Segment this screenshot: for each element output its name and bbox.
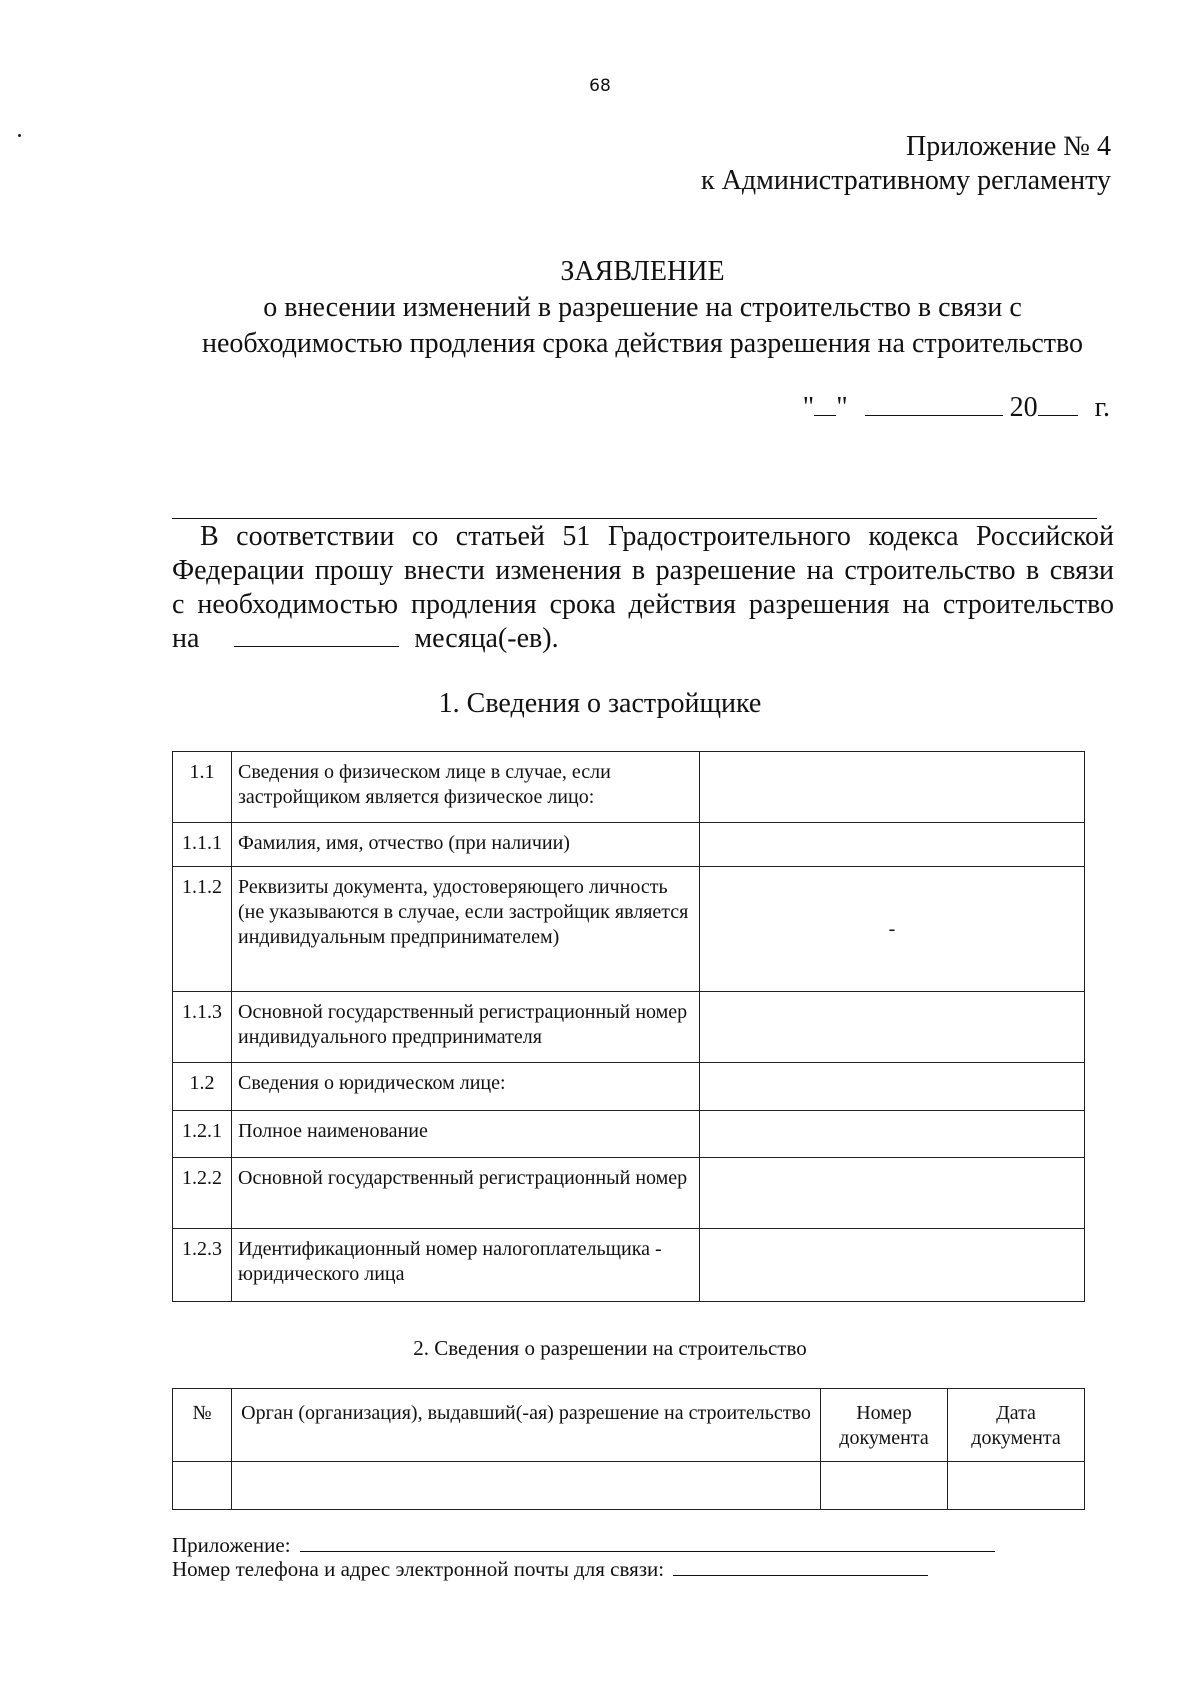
months-suffix: месяца(-ев). [414,623,559,654]
table-row [173,992,1085,1063]
row-label: Основной государственный регистрационный номер [232,1158,700,1229]
column-header-doc-number: Номер документа [821,1389,948,1462]
row-number: 1.2 [173,1063,232,1111]
row-label: Сведения о физическом лице в случае, если застройщиком является физическое лицо: [232,752,700,823]
row-number: 1.2.1 [173,1111,232,1158]
row-value-cell[interactable] [700,752,1085,823]
row-label: Полное наименование [232,1111,700,1158]
day-blank[interactable] [814,414,836,416]
request-line-3: с необходимостью продления срока действия разрешения на строительство [172,589,1114,620]
row-number: 1.1 [173,752,232,823]
date-quote-open: " [802,392,815,423]
row-label: Основной государственный регистрационный номер индивидуального предпринимателя [232,992,700,1063]
row-label: Идентификационный номер налогоплательщика - юридического лица [232,1229,700,1302]
row-value-cell[interactable] [700,1063,1085,1111]
title-heading: ЗАЯВЛЕНИЕ [560,256,725,287]
title-subtitle-line1: о внесении изменений в разрешение на строительство в связи с [263,292,1022,323]
months-blank[interactable] [234,645,399,647]
permit-info-table [172,1388,1085,1510]
cell-doc-number[interactable] [821,1462,948,1510]
appendix-header [701,130,1111,198]
attachment-blank[interactable] [300,1550,995,1552]
appendix-reference: к Административному регламенту [701,165,1111,196]
contact-blank[interactable] [673,1574,928,1576]
row-value-cell[interactable] [700,1229,1085,1302]
table-row [173,1111,1085,1158]
table-row [173,1462,1085,1510]
column-header-doc-date: Дата документа [948,1389,1085,1462]
months-prefix: на [172,623,200,654]
row-number: 1.2.2 [173,1158,232,1229]
table-row [173,1063,1085,1111]
date-quote-close: " [836,392,848,423]
developer-info-table [172,751,1085,1302]
table-row [173,1229,1085,1302]
row-value-cell[interactable] [700,867,1085,992]
row-number: 1.2.3 [173,1229,232,1302]
footer-fields [172,1533,995,1581]
year-suffix: г. [1094,392,1110,423]
date-line [803,392,1110,424]
table-header-row [173,1389,1085,1462]
row-label: Фамилия, имя, отчество (при наличии) [232,823,700,867]
column-header-number: № [173,1389,232,1462]
cell-number[interactable] [173,1462,232,1510]
cell-doc-date[interactable] [948,1462,1085,1510]
row-value-cell[interactable] [700,992,1085,1063]
row-number: 1.1.2 [173,867,232,992]
column-header-organ: Орган (организация), выдавший(-ая) разрешение на строительство [232,1389,821,1462]
request-line-1: В соответствии со статьей 51 Градостроительного кодекса Российской [200,521,1114,552]
contact-label: Номер телефона и адрес электронной почты для связи: [172,1557,665,1581]
section1-title: 1. Сведения о застройщике [438,688,762,719]
table-row [173,823,1085,867]
request-line-2: Федерации прошу внести изменения в разрешение на строительство в связи [172,555,1114,586]
table-row [173,752,1085,823]
year-blank[interactable] [1038,414,1078,416]
year-prefix: 20 [1009,392,1038,423]
section2-title: 2. Сведения о разрешении на строительство [413,1336,807,1360]
row-number: 1.1.3 [173,992,232,1063]
dash-mark: - [888,917,896,940]
row-value-cell[interactable] [700,1158,1085,1229]
month-blank[interactable] [865,414,1003,416]
attachment-row [172,1533,995,1557]
title-subtitle-line2: необходимостью продления срока действия разрешения на строительство [201,328,1084,359]
row-label: Реквизиты документа, удостоверяющего личность (не указываются в случае, если застройщик является индивидуальным предпринимателем) [232,867,700,992]
attachment-label: Приложение: [172,1533,291,1557]
request-paragraph [172,520,1114,656]
contact-row [172,1557,995,1581]
row-value-cell[interactable] [700,1111,1085,1158]
page-number: 68 [589,76,611,96]
request-line-4 [172,622,1114,656]
applicant-blank-line[interactable] [172,518,1097,519]
row-value-cell[interactable] [700,823,1085,867]
scan-speck [18,134,21,137]
table-row [173,867,1085,992]
appendix-number: Приложение № 4 [906,131,1111,162]
table-row [173,1158,1085,1229]
cell-organ[interactable] [232,1462,821,1510]
row-label: Сведения о юридическом лице: [232,1063,700,1111]
row-number: 1.1.1 [173,823,232,867]
document-title [170,254,1115,362]
